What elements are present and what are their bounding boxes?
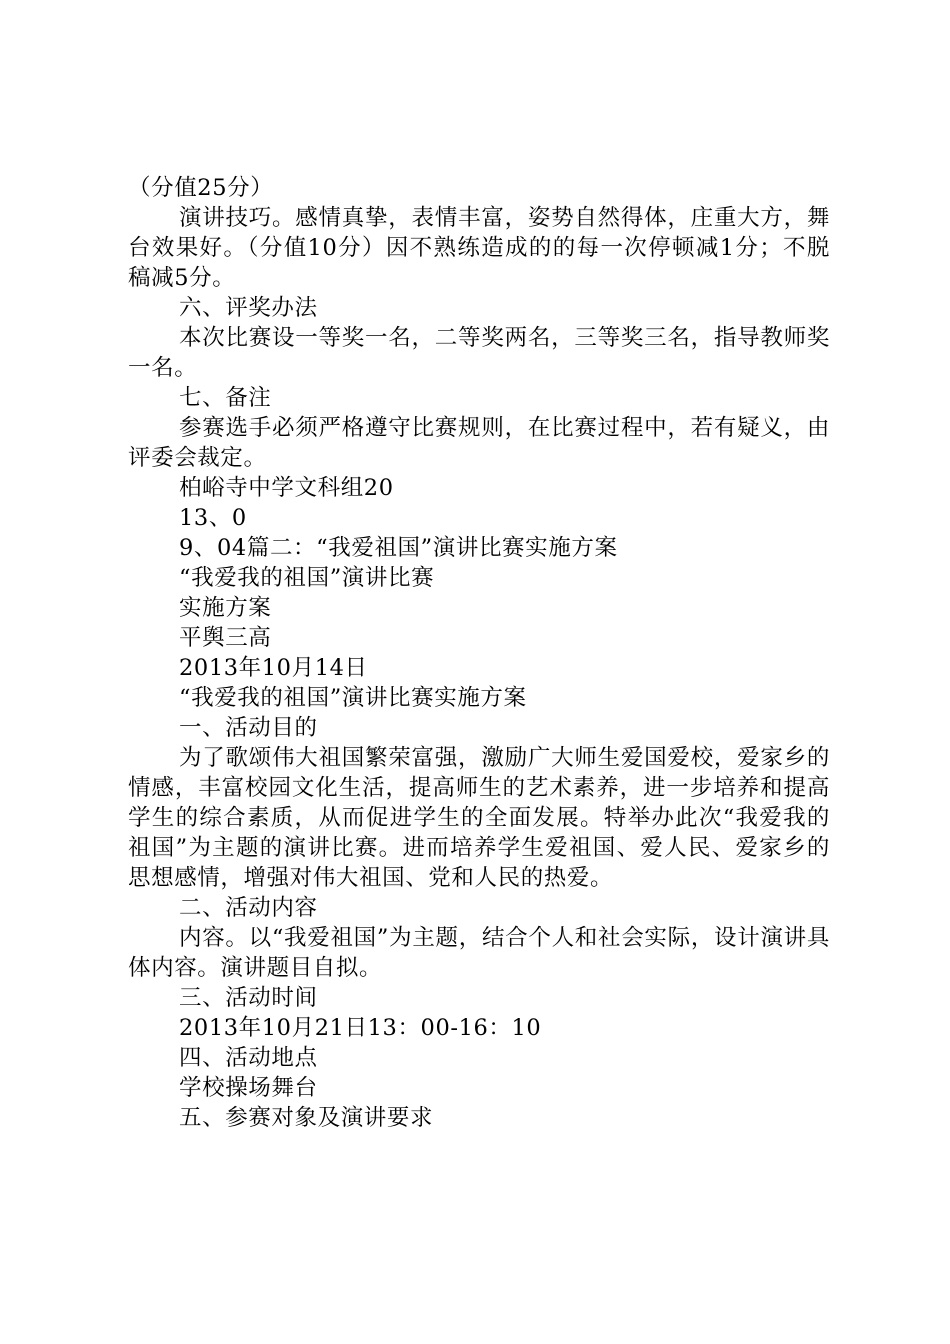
section-heading: 五、参赛对象及演讲要求 bbox=[179, 1105, 434, 1131]
document-title: “我爱我的祖国”演讲比赛 bbox=[179, 565, 435, 591]
section-heading: 二、活动内容 bbox=[179, 895, 318, 921]
section-heading: 四、活动地点 bbox=[179, 1045, 318, 1071]
section-heading: 六、评奖办法 bbox=[179, 295, 318, 321]
date-line: 2013年10月14日 bbox=[179, 655, 368, 681]
paragraph: 内容。以“我爱祖国”为主题，结合个人和社会实际，设计演讲具体内容。演讲题目自拟。 bbox=[128, 925, 830, 981]
text-line: 2013年10月21日13：00-16：10 bbox=[179, 1015, 542, 1041]
document-body bbox=[128, 173, 830, 1133]
text-line: 柏峪寺中学文科组20 bbox=[179, 475, 394, 501]
section-heading: 三、活动时间 bbox=[179, 985, 318, 1011]
text-line: 学校操场舞台 bbox=[179, 1075, 318, 1101]
text-line: 13、0 bbox=[179, 505, 247, 531]
paragraph: 为了歌颂伟大祖国繁荣富强，激励广大师生爱国爱校，爱家乡的情感，丰富校园文化生活，提高师生的艺术素养，进一步培养和提高学生的综合素质，从而促进学生的全面发展。特举办此次“我爱我的祖国”为主题的演讲比赛。进而培养学生爱祖国、爱人民、爱家乡的思想感情，增强对伟大祖国、党和人民的热爱。 bbox=[128, 745, 830, 891]
text-line: 9、04篇二：“我爱祖国”演讲比赛实施方案 bbox=[179, 535, 618, 561]
paragraph: 演讲技巧。感情真挚，表情丰富，姿势自然得体，庄重大方，舞台效果好。（分值10分）因不熟练造成的的每一次停顿减1分；不脱稿减5分。 bbox=[128, 205, 830, 291]
paragraph: 参赛选手必须严格遵守比赛规则，在比赛过程中，若有疑义，由评委会裁定。 bbox=[128, 415, 830, 471]
text-line: （分值25分） bbox=[128, 175, 274, 201]
section-heading: 七、备注 bbox=[179, 385, 272, 411]
section-heading: 一、活动目的 bbox=[179, 715, 318, 741]
document-subtitle: 实施方案 bbox=[179, 595, 272, 621]
paragraph: 本次比赛设一等奖一名，二等奖两名，三等奖三名，指导教师奖一名。 bbox=[128, 325, 830, 381]
plan-title: “我爱我的祖国”演讲比赛实施方案 bbox=[179, 685, 527, 711]
author-line: 平舆三高 bbox=[179, 625, 272, 651]
